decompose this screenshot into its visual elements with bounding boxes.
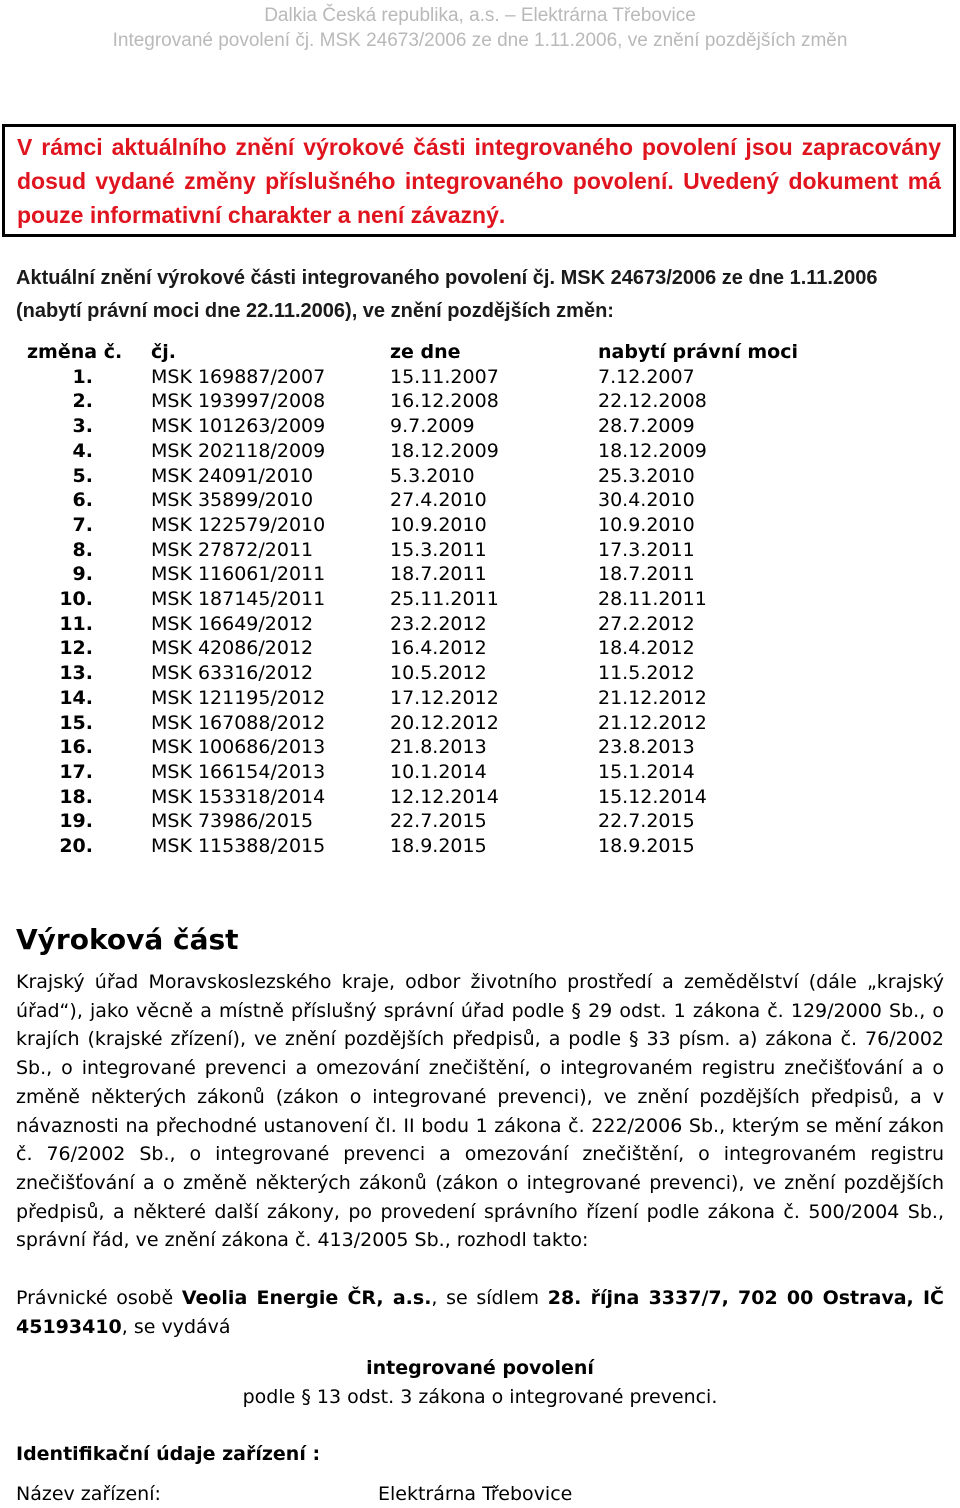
identification-heading: Identifikační údaje zařízení : bbox=[16, 1443, 321, 1465]
header-change-no: změna č. bbox=[27, 341, 123, 363]
change-ref: MSK 24091/2010 bbox=[151, 464, 314, 487]
notice-box bbox=[2, 124, 956, 237]
page-header bbox=[0, 3, 960, 53]
change-effective-date: 18.12.2009 bbox=[598, 439, 707, 462]
header-line-1: Dalkia Česká republika, a.s. – Elektrárna Třebovice bbox=[264, 5, 696, 26]
table-row bbox=[0, 809, 960, 834]
facility-name-label: Název zařízení: bbox=[16, 1483, 161, 1505]
change-ref: MSK 187145/2011 bbox=[151, 588, 326, 610]
table-row bbox=[0, 538, 960, 563]
change-effective-date: 28.7.2009 bbox=[598, 415, 695, 438]
table-row bbox=[0, 661, 960, 686]
decision-title: integrované povolení bbox=[366, 1357, 594, 1379]
change-effective-date: 11.5.2012 bbox=[598, 662, 695, 685]
change-ref: MSK 153318/2014 bbox=[151, 785, 326, 808]
change-effective-date: 27.2.2012 bbox=[598, 612, 695, 635]
change-number: 14. bbox=[59, 686, 93, 709]
change-number: 15. bbox=[59, 711, 93, 734]
change-number: 7. bbox=[72, 513, 93, 536]
change-ref: MSK 73986/2015 bbox=[151, 810, 314, 833]
table-row bbox=[0, 365, 960, 390]
change-effective-date: 15.12.2014 bbox=[598, 785, 707, 808]
change-number: 13. bbox=[59, 662, 93, 685]
entity-statement bbox=[16, 1284, 944, 1342]
change-date: 12.12.2014 bbox=[390, 785, 499, 808]
entity-name: Veolia Energie ČR, a.s. bbox=[181, 1287, 432, 1309]
change-ref: MSK 27872/2011 bbox=[151, 538, 314, 561]
change-number: 3. bbox=[72, 415, 93, 438]
change-effective-date: 28.11.2011 bbox=[598, 588, 707, 610]
change-number: 2. bbox=[72, 390, 93, 413]
change-number: 18. bbox=[59, 785, 93, 808]
change-effective-date: 22.12.2008 bbox=[598, 390, 707, 413]
change-number: 19. bbox=[59, 810, 93, 833]
entity-address: 28. října 3337/7, 702 00 Ostrava, IČ 45193410 bbox=[16, 1287, 944, 1338]
facility-name-value: Elektrárna Třebovice bbox=[378, 1483, 573, 1505]
change-ref: MSK 35899/2010 bbox=[151, 489, 314, 512]
table-row bbox=[0, 686, 960, 711]
table-row bbox=[0, 414, 960, 439]
change-ref: MSK 16649/2012 bbox=[151, 612, 314, 635]
change-number: 8. bbox=[72, 538, 93, 561]
change-number: 16. bbox=[59, 736, 93, 759]
change-effective-date: 25.3.2010 bbox=[598, 464, 695, 487]
header-effective: nabytí právní moci bbox=[598, 341, 799, 363]
change-number: 11. bbox=[59, 612, 93, 635]
change-ref: MSK 63316/2012 bbox=[151, 662, 314, 685]
change-effective-date: 17.3.2011 bbox=[598, 538, 695, 561]
table-row bbox=[0, 562, 960, 587]
change-date: 16.4.2012 bbox=[390, 637, 487, 660]
header-line-2: Integrované povolení čj. MSK 24673/2006 ze dne 1.11.2006, ve znění pozdějších změn bbox=[112, 30, 848, 51]
table-row bbox=[0, 612, 960, 637]
section-title: Výroková část bbox=[16, 923, 239, 956]
change-effective-date: 21.12.2012 bbox=[598, 711, 707, 734]
change-number: 5. bbox=[72, 464, 93, 487]
table-row bbox=[0, 464, 960, 489]
section-paragraph: Krajský úřad Moravskoslezského kraje, odbor životního prostředí a zemědělství (dále „krajský úřad“), jako věcně a místně příslušný správní úřad podle § 29 odst. 1 zákona č. 129/2000 Sb., o krajích (krajské zřízení), ve znění pozdějších předpisů, a podle § 33 písm. a) zákona č. 76/2002 Sb., o integrované prevenci a omezování znečištění, o integrovaném registru znečišťování a o změně některých zákonů (zákon o integrované prevenci), ve znění pozdějších předpisů, a v návaznosti na přechodné ustanovení čl. II bodu 1 zákona č. 222/2006 Sb., kterým se mění zákon č. 76/2002 Sb., o integrované prevenci a omezování znečištění, o integrovaném registru znečišťování a o změně některých zákonů (zákon o integrované prevenci), ve znění pozdějších předpisů, a některé další zákony, po provedení správního řízení podle zákona č. 500/2004 Sb., správní řád, ve znění zákona č. 413/2005 Sb., rozhodl takto: bbox=[16, 971, 944, 1252]
changes-table-header bbox=[0, 340, 960, 365]
change-date: 20.12.2012 bbox=[390, 711, 499, 734]
change-number: 6. bbox=[72, 489, 93, 512]
change-number: 1. bbox=[72, 365, 93, 388]
change-ref: MSK 167088/2012 bbox=[151, 711, 326, 734]
change-date: 15.11.2007 bbox=[390, 365, 499, 388]
change-date: 9.7.2009 bbox=[390, 415, 475, 438]
table-row bbox=[0, 636, 960, 661]
change-effective-date: 18.7.2011 bbox=[598, 563, 695, 586]
table-row bbox=[0, 785, 960, 810]
change-effective-date: 23.8.2013 bbox=[598, 736, 695, 759]
change-number: 10. bbox=[59, 588, 93, 610]
change-ref: MSK 122579/2010 bbox=[151, 513, 326, 536]
change-date: 10.5.2012 bbox=[390, 662, 487, 685]
change-date: 10.9.2010 bbox=[390, 513, 487, 536]
table-row bbox=[0, 389, 960, 414]
table-row bbox=[0, 834, 960, 859]
change-ref: MSK 42086/2012 bbox=[151, 637, 314, 660]
change-date: 27.4.2010 bbox=[390, 489, 487, 512]
change-number: 12. bbox=[59, 637, 93, 660]
table-row bbox=[0, 587, 960, 612]
notice-text: V rámci aktuálního znění výrokové části integrovaného povolení jsou zapracovány dosud vydané změny příslušného integrovaného povolení. Uvedený dokument má pouze informativní charakter a není závazný. bbox=[17, 134, 941, 228]
change-date: 23.2.2012 bbox=[390, 612, 487, 635]
header-date: ze dne bbox=[390, 341, 461, 363]
change-date: 17.12.2012 bbox=[390, 686, 499, 709]
table-row bbox=[0, 488, 960, 513]
change-ref: MSK 121195/2012 bbox=[151, 686, 326, 709]
change-ref: MSK 169887/2007 bbox=[151, 365, 326, 388]
table-row bbox=[0, 760, 960, 785]
change-ref: MSK 202118/2009 bbox=[151, 439, 326, 462]
change-ref: MSK 100686/2013 bbox=[151, 736, 326, 759]
change-effective-date: 21.12.2012 bbox=[598, 686, 707, 709]
change-date: 22.7.2015 bbox=[390, 810, 487, 833]
change-effective-date: 30.4.2010 bbox=[598, 489, 695, 512]
change-effective-date: 7.12.2007 bbox=[598, 365, 695, 388]
change-date: 18.9.2015 bbox=[390, 835, 487, 857]
change-ref: MSK 193997/2008 bbox=[151, 390, 326, 413]
change-effective-date: 18.4.2012 bbox=[598, 637, 695, 660]
change-date: 18.12.2009 bbox=[390, 439, 499, 462]
entity-mid: , se sídlem bbox=[431, 1287, 548, 1309]
change-effective-date: 18.9.2015 bbox=[598, 835, 695, 857]
table-row bbox=[0, 711, 960, 736]
change-number: 17. bbox=[59, 760, 93, 783]
change-number: 20. bbox=[59, 835, 93, 857]
change-date: 15.3.2011 bbox=[390, 538, 487, 561]
change-date: 21.8.2013 bbox=[390, 736, 487, 759]
table-row bbox=[0, 439, 960, 464]
table-row bbox=[0, 513, 960, 538]
change-effective-date: 10.9.2010 bbox=[598, 513, 695, 536]
change-number: 4. bbox=[72, 439, 93, 462]
table-row bbox=[0, 735, 960, 760]
change-date: 16.12.2008 bbox=[390, 390, 499, 413]
change-number: 9. bbox=[72, 563, 93, 586]
intro-text: Aktuální znění výrokové části integrovaného povolení čj. MSK 24673/2006 ze dne 1.11.2006 (nabytí právní moci dne 22.11.2006), ve znění pozdějších změn: bbox=[16, 267, 878, 322]
change-ref: MSK 115388/2015 bbox=[151, 835, 326, 857]
change-effective-date: 22.7.2015 bbox=[598, 810, 695, 833]
change-ref: MSK 101263/2009 bbox=[151, 415, 326, 438]
change-date: 10.1.2014 bbox=[390, 760, 487, 783]
decision-subtitle: podle § 13 odst. 3 zákona o integrované prevenci. bbox=[242, 1386, 718, 1408]
entity-prefix: Právnické osobě bbox=[16, 1287, 182, 1309]
header-ref: čj. bbox=[151, 341, 176, 363]
entity-suffix: , se vydává bbox=[121, 1316, 231, 1338]
change-date: 18.7.2011 bbox=[390, 563, 487, 586]
change-ref: MSK 116061/2011 bbox=[151, 563, 326, 586]
change-effective-date: 15.1.2014 bbox=[598, 760, 695, 783]
change-date: 25.11.2011 bbox=[390, 588, 499, 610]
change-ref: MSK 166154/2013 bbox=[151, 760, 326, 783]
change-date: 5.3.2010 bbox=[390, 464, 475, 487]
